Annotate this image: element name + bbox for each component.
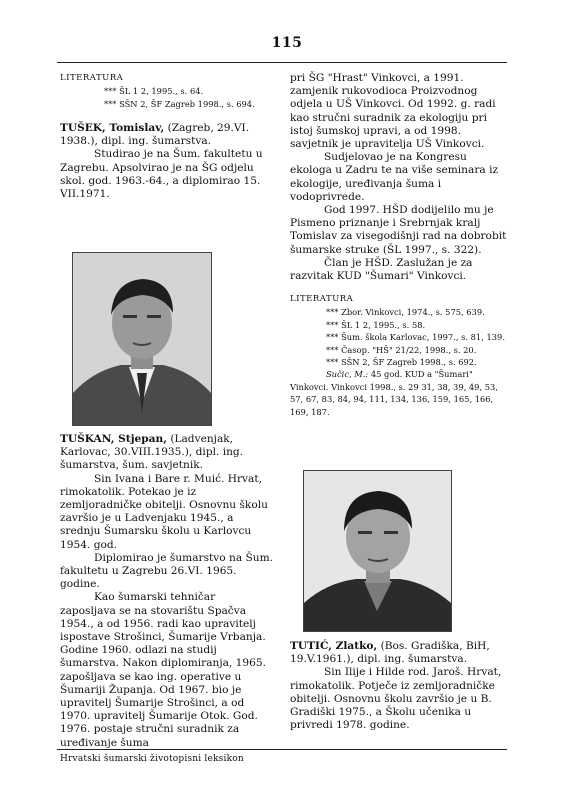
entry-paragraph: Kao šumarski tehničar zaposljava se na stovarištu Spačva 1954., a od 1956. radi kao upravitelj ispostave Strošinci, Šumarije Vrbanja. Godine 1960. odlazi na studij šumarstva. Nakon diplomiranja, 1965. zapošljava se kao ing. operative u Šumariji Županja. Od 1967. bio je upravitelj Šumarije Strošinci, a od 1970. upravitelj Šumarije Otok. God. 1976. postaje stručni suradnik za uređivanje šuma (60, 591, 267, 749)
literature-list (290, 306, 507, 368)
portrait-photo-tusek (72, 252, 212, 426)
left-column-lower (60, 433, 274, 750)
literature-heading: LITERATURA (290, 294, 354, 305)
portrait-photo-tutic (303, 470, 452, 632)
literature-ref: *** ŠL 1 2, 1995., s. 58. (326, 319, 426, 330)
literature-ref-sucic (290, 368, 507, 418)
footer-title: Hrvatski šumarski životopisni leksikon (60, 754, 244, 764)
literature-list (60, 85, 274, 110)
literature-ref: *** ŠL 1 2, 1995., s. 64. (104, 86, 204, 97)
entry-tuskan-header (60, 433, 274, 473)
literature-ref: *** SŠN 2, ŠF Zagreb 1998., s. 692. (326, 357, 477, 368)
literature-ref: *** SŠN 2, ŠF Zagreb 1998., s. 694. (104, 98, 255, 109)
literature-ref: *** Zbor. Vinkovci, 1974., s. 575, 639. (326, 307, 485, 318)
entry-dates: (Ladvenjak, Karlovac, 30.VIII.1935.), dipl. ing. šumarstva, šum. savjetnik. (60, 433, 244, 472)
entry-paragraph: God 1997. HŠD dodijelilo mu je Pismeno priznanje i Srebrnjak kralj Tomislav za visegodišnji rad na dobrobit šumarske struke (ŠL 1997., s. 322). (290, 204, 507, 256)
portrait-image (73, 253, 211, 425)
entry-paragraph: Sudjelovao je na Kongresu ekologa u Zadru te na više seminara iz ekologije, uređivanja šuma i vodoprivrede. (290, 151, 499, 203)
entry-dates: (Bos. Gradiška, BiH, 19.V.1961.), dipl. ing. šumarstva. (290, 640, 490, 666)
entry-paragraph: pri ŠG "Hrast" Vinkovci, a 1991. zamjenik rukovodioca Proizvodnog odjela u UŠ Vinkovci. Od 1992. g. radi kao stručni suradnik za ekologiju pri istoj šumskoj upravi, a od 1998. savjetnik je upravitelja UŠ Vinkovci. (290, 72, 496, 151)
entry-paragraph: Studirao je na Šum. fakultetu u Zagrebu. Apsolvirao je na ŠG odjelu skol. god. 1963.-64., a diplomirao 15. VII.1971. (60, 148, 263, 201)
literature-heading: LITERATURA (60, 73, 124, 83)
footer-rule (57, 749, 507, 750)
literature-ref-text: 45 god. KUD a "Šumari" Vinkovci. Vinkovci 1998., s. 29 31, 38, 39, 49, 53, 57, 67, 83, 84, 94, 111, 134, 136, 159, 165, 166, 169, 187. (290, 369, 498, 417)
entry-paragraph: Sin Ivana i Bare r. Muić. Hrvat, rimokatolik. Potekao je iz zemljoradničke obitelji. Osnovnu školu završio je u Ladvenjaku 1945., a srednju Šumarsku školu u Karlovcu 1954. god. (60, 472, 268, 551)
page-number: 115 (271, 35, 303, 51)
left-column (60, 72, 274, 201)
entry-tusek-header (60, 122, 274, 148)
literature-ref: *** Šum. škola Karlovac, 1997., s. 81, 139. (326, 332, 505, 343)
entry-name: TUŠKAN, Stjepan, (60, 433, 167, 445)
entry-paragraph: Član je HŠD. Zaslužan je za razvitak KUD "Šumari" Vinkovci. (290, 256, 473, 283)
entry-tutic-header (290, 640, 507, 666)
literature-author: Sučic, M.: (326, 369, 369, 380)
entry-dates: (Zagreb, 29.VI. 1938.), dipl. ing. šumarstva. (60, 122, 250, 148)
header-rule (57, 62, 507, 63)
entry-paragraph: Diplomirao je šumarstvo na Šum. fakultetu u Zagrebu 26.VI. 1965. godine. (60, 551, 274, 591)
portrait-image (304, 471, 451, 631)
right-column-lower (290, 640, 507, 732)
entry-name: TUŠEK, Tomislav, (60, 122, 165, 135)
entry-name: TUTIĆ, Zlatko, (290, 640, 378, 652)
literature-ref: *** Časop. "HŠ" 21/22, 1998., s. 20. (326, 344, 477, 355)
right-column (290, 72, 507, 418)
entry-paragraph: Sin Ilije i Hilde rod. Jaroš. Hrvat, rimokatolik. Potječe iz zemljoradničke obitelji. Osnovnu školu završio je u B. Gradiški 1975., a Školu učenika u privredi 1978. godine. (290, 666, 502, 732)
